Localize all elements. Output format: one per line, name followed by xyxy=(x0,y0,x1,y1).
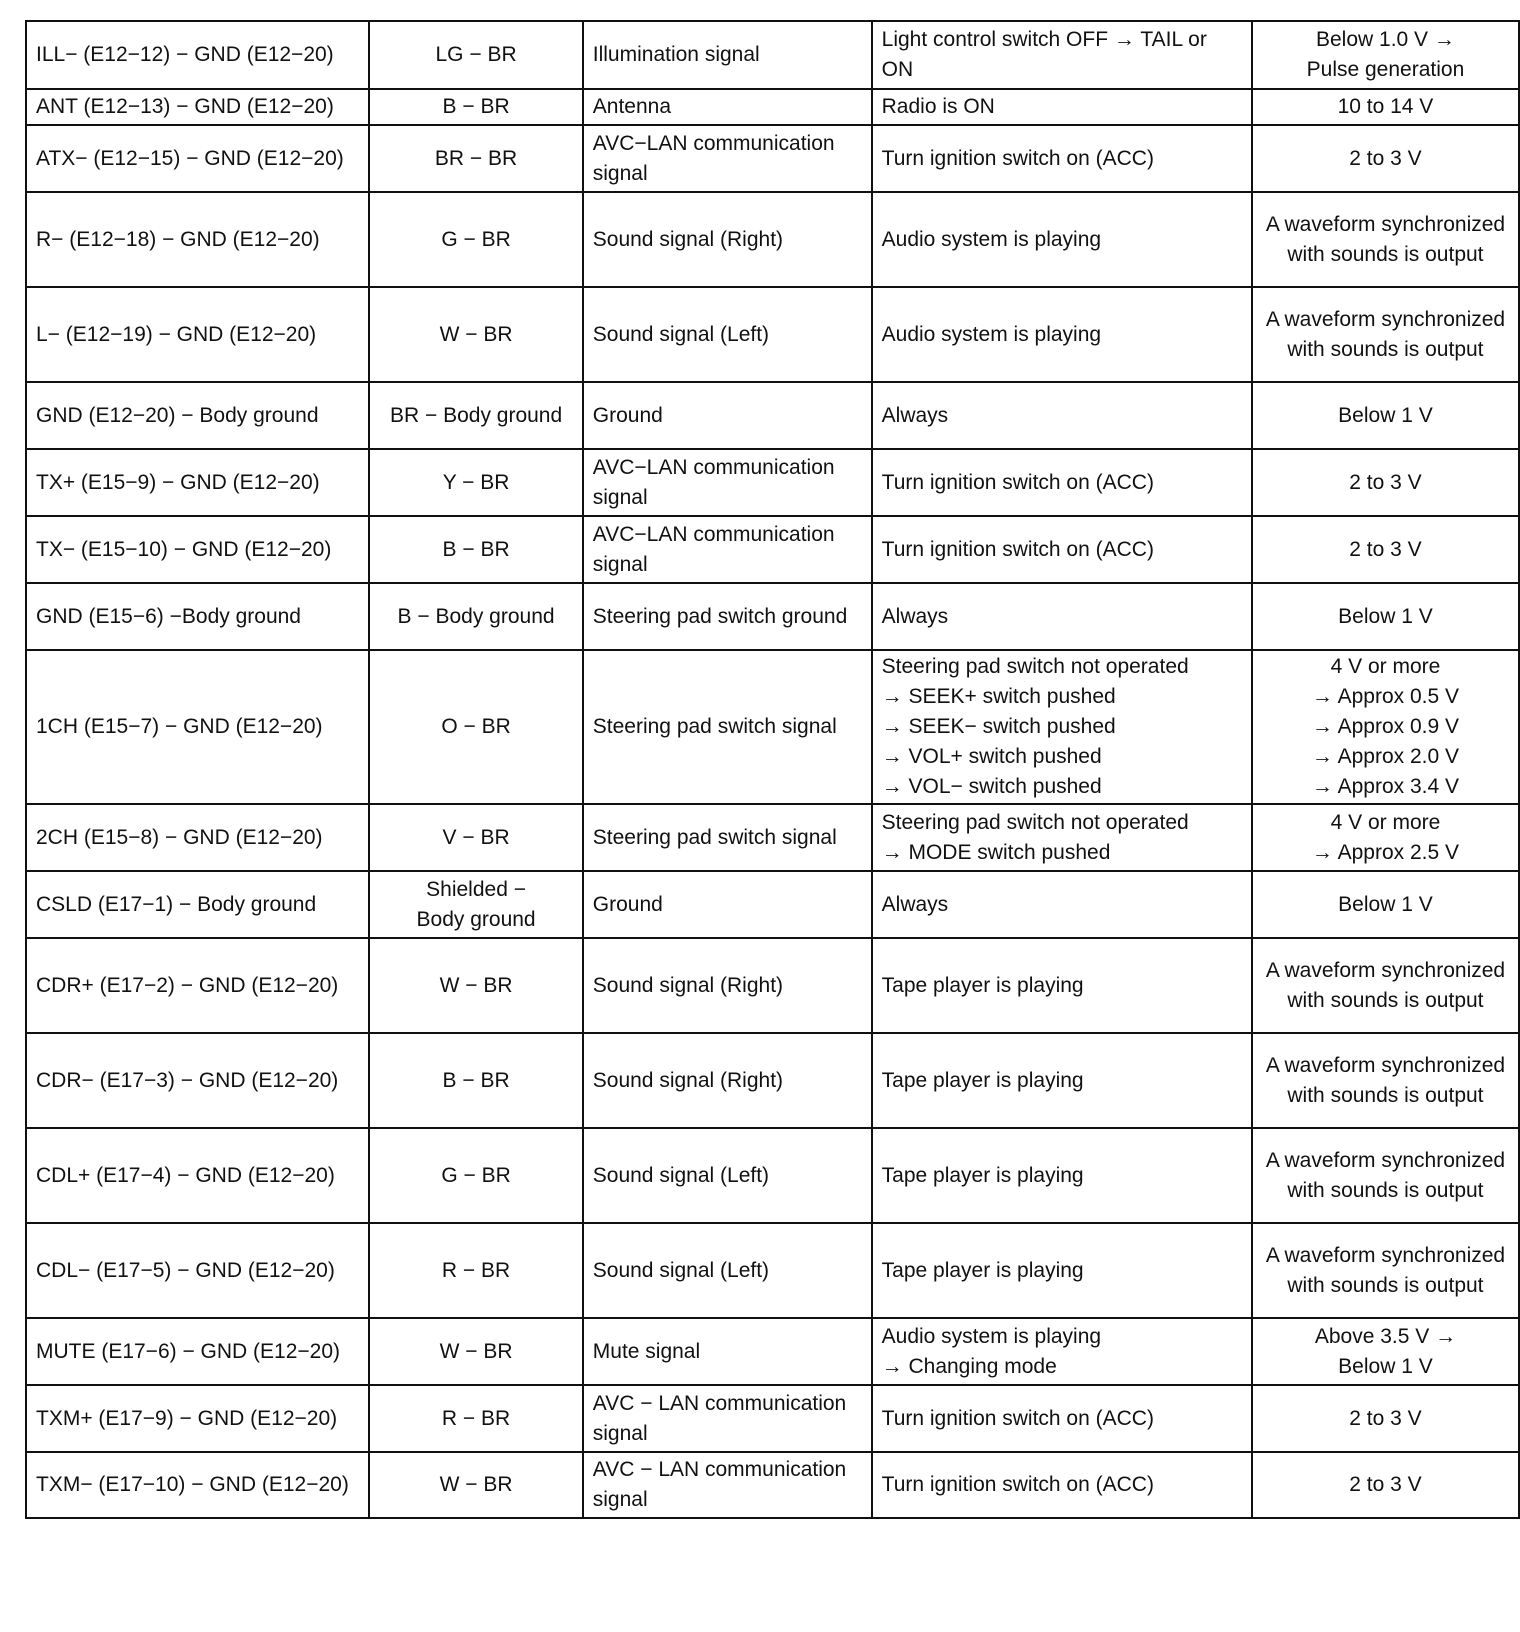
terminal-cell: 2CH (E15−8) − GND (E12−20) xyxy=(26,804,369,871)
specified-condition-cell: 4 V or more → Approx 0.5 V → Approx 0.9 V → Approx 2.0 V → Approx 3.4 V xyxy=(1252,650,1519,804)
description-cell: Steering pad switch signal xyxy=(583,650,872,804)
specified-condition-cell: A waveform synchronized with sounds is output xyxy=(1252,287,1519,382)
specified-condition-cell: Below 1 V xyxy=(1252,382,1519,449)
description-cell: AVC−LAN communication signal xyxy=(583,125,872,192)
terminal-cell: L− (E12−19) − GND (E12−20) xyxy=(26,287,369,382)
condition-cell: Tape player is playing xyxy=(872,1128,1252,1223)
description-cell: Sound signal (Left) xyxy=(583,287,872,382)
description-cell: Steering pad switch ground xyxy=(583,583,872,650)
terminal-cell: GND (E12−20) − Body ground xyxy=(26,382,369,449)
wiring-color-cell: LG − BR xyxy=(369,21,582,89)
description-cell: Sound signal (Right) xyxy=(583,1033,872,1128)
specified-condition-cell: A waveform synchronized with sounds is output xyxy=(1252,1128,1519,1223)
description-cell: AVC − LAN communication signal xyxy=(583,1385,872,1452)
condition-cell: Turn ignition switch on (ACC) xyxy=(872,125,1252,192)
table-row xyxy=(26,1128,1519,1223)
description-cell: Illumination signal xyxy=(583,21,872,89)
wiring-color-cell: W − BR xyxy=(369,287,582,382)
specified-condition-cell: Below 1 V xyxy=(1252,871,1519,938)
table-row xyxy=(26,382,1519,449)
table-row xyxy=(26,1223,1519,1318)
terminal-cell: CDR+ (E17−2) − GND (E12−20) xyxy=(26,938,369,1033)
condition-cell: Audio system is playing xyxy=(872,287,1252,382)
table-row xyxy=(26,516,1519,583)
wiring-color-cell: O − BR xyxy=(369,650,582,804)
terminal-cell: TXM+ (E17−9) − GND (E12−20) xyxy=(26,1385,369,1452)
description-cell: Mute signal xyxy=(583,1318,872,1385)
wiring-color-cell: B − BR xyxy=(369,516,582,583)
description-cell: Sound signal (Right) xyxy=(583,938,872,1033)
wiring-color-cell: Shielded − Body ground xyxy=(369,871,582,938)
wiring-color-cell: V − BR xyxy=(369,804,582,871)
terminal-cell: MUTE (E17−6) − GND (E12−20) xyxy=(26,1318,369,1385)
description-cell: Ground xyxy=(583,382,872,449)
description-cell: AVC − LAN communication signal xyxy=(583,1452,872,1518)
specified-condition-cell: Below 1.0 V → Pulse generation xyxy=(1252,21,1519,89)
wiring-color-cell: W − BR xyxy=(369,938,582,1033)
condition-cell: Turn ignition switch on (ACC) xyxy=(872,1385,1252,1452)
condition-cell: Always xyxy=(872,583,1252,650)
wiring-color-cell: G − BR xyxy=(369,1128,582,1223)
wiring-color-cell: W − BR xyxy=(369,1452,582,1518)
wiring-color-cell: BR − BR xyxy=(369,125,582,192)
condition-cell: Tape player is playing xyxy=(872,1223,1252,1318)
terminal-cell: 1CH (E15−7) − GND (E12−20) xyxy=(26,650,369,804)
wiring-color-cell: R − BR xyxy=(369,1385,582,1452)
table-row xyxy=(26,89,1519,125)
condition-cell: Steering pad switch not operated → SEEK+ switch pushed → SEEK− switch pushed → VOL+ switch pushed → VOL− switch pushed xyxy=(872,650,1252,804)
specified-condition-cell: 2 to 3 V xyxy=(1252,1385,1519,1452)
table-row xyxy=(26,583,1519,650)
condition-cell: Always xyxy=(872,382,1252,449)
wiring-color-cell: W − BR xyxy=(369,1318,582,1385)
condition-cell: Radio is ON xyxy=(872,89,1252,125)
wiring-color-cell: B − BR xyxy=(369,1033,582,1128)
description-cell: Antenna xyxy=(583,89,872,125)
specified-condition-cell: 4 V or more → Approx 2.5 V xyxy=(1252,804,1519,871)
terminal-cell: CDL− (E17−5) − GND (E12−20) xyxy=(26,1223,369,1318)
specified-condition-cell: A waveform synchronized with sounds is output xyxy=(1252,938,1519,1033)
table-row xyxy=(26,1385,1519,1452)
terminal-cell: ATX− (E12−15) − GND (E12−20) xyxy=(26,125,369,192)
terminal-cell: R− (E12−18) − GND (E12−20) xyxy=(26,192,369,287)
wiring-color-cell: Y − BR xyxy=(369,449,582,516)
condition-cell: Tape player is playing xyxy=(872,938,1252,1033)
wiring-color-cell: B − Body ground xyxy=(369,583,582,650)
description-cell: AVC−LAN communication signal xyxy=(583,449,872,516)
specified-condition-cell: Above 3.5 V → Below 1 V xyxy=(1252,1318,1519,1385)
wiring-color-cell: BR − Body ground xyxy=(369,382,582,449)
table-row xyxy=(26,287,1519,382)
specified-condition-cell: 2 to 3 V xyxy=(1252,516,1519,583)
specified-condition-cell: 2 to 3 V xyxy=(1252,449,1519,516)
wiring-color-cell: R − BR xyxy=(369,1223,582,1318)
wiring-color-cell: B − BR xyxy=(369,89,582,125)
specified-condition-cell: A waveform synchronized with sounds is output xyxy=(1252,1223,1519,1318)
specified-condition-cell: A waveform synchronized with sounds is output xyxy=(1252,1033,1519,1128)
table-row xyxy=(26,650,1519,804)
specified-condition-cell: A waveform synchronized with sounds is output xyxy=(1252,192,1519,287)
condition-cell: Audio system is playing xyxy=(872,192,1252,287)
table-row xyxy=(26,804,1519,871)
description-cell: Sound signal (Left) xyxy=(583,1128,872,1223)
terminal-cell: TX+ (E15−9) − GND (E12−20) xyxy=(26,449,369,516)
condition-cell: Always xyxy=(872,871,1252,938)
condition-cell: Light control switch OFF → TAIL or ON xyxy=(872,21,1252,89)
condition-cell: Tape player is playing xyxy=(872,1033,1252,1128)
table-row xyxy=(26,21,1519,89)
specified-condition-cell: Below 1 V xyxy=(1252,583,1519,650)
terminal-cell: ILL− (E12−12) − GND (E12−20) xyxy=(26,21,369,89)
terminal-cell: TX− (E15−10) − GND (E12−20) xyxy=(26,516,369,583)
terminal-cell: TXM− (E17−10) − GND (E12−20) xyxy=(26,1452,369,1518)
specified-condition-cell: 2 to 3 V xyxy=(1252,1452,1519,1518)
condition-cell: Turn ignition switch on (ACC) xyxy=(872,1452,1252,1518)
specified-condition-cell: 2 to 3 V xyxy=(1252,125,1519,192)
terminal-cell: ANT (E12−13) − GND (E12−20) xyxy=(26,89,369,125)
condition-cell: Audio system is playing → Changing mode xyxy=(872,1318,1252,1385)
description-cell: Sound signal (Left) xyxy=(583,1223,872,1318)
terminal-cell: CDR− (E17−3) − GND (E12−20) xyxy=(26,1033,369,1128)
table-row xyxy=(26,449,1519,516)
table-row xyxy=(26,1033,1519,1128)
wiring-color-cell: G − BR xyxy=(369,192,582,287)
description-cell: Sound signal (Right) xyxy=(583,192,872,287)
table-row xyxy=(26,192,1519,287)
condition-cell: Turn ignition switch on (ACC) xyxy=(872,449,1252,516)
terminal-cell: CSLD (E17−1) − Body ground xyxy=(26,871,369,938)
terminal-cell: CDL+ (E17−4) − GND (E12−20) xyxy=(26,1128,369,1223)
table-row xyxy=(26,125,1519,192)
table-row xyxy=(26,1318,1519,1385)
table-body xyxy=(26,21,1519,1518)
description-cell: AVC−LAN communication signal xyxy=(583,516,872,583)
terminal-voltage-table xyxy=(25,20,1520,1519)
description-cell: Steering pad switch signal xyxy=(583,804,872,871)
table-row xyxy=(26,1452,1519,1518)
condition-cell: Steering pad switch not operated → MODE switch pushed xyxy=(872,804,1252,871)
table-row xyxy=(26,938,1519,1033)
terminal-cell: GND (E15−6) −Body ground xyxy=(26,583,369,650)
table-row xyxy=(26,871,1519,938)
condition-cell: Turn ignition switch on (ACC) xyxy=(872,516,1252,583)
description-cell: Ground xyxy=(583,871,872,938)
specified-condition-cell: 10 to 14 V xyxy=(1252,89,1519,125)
